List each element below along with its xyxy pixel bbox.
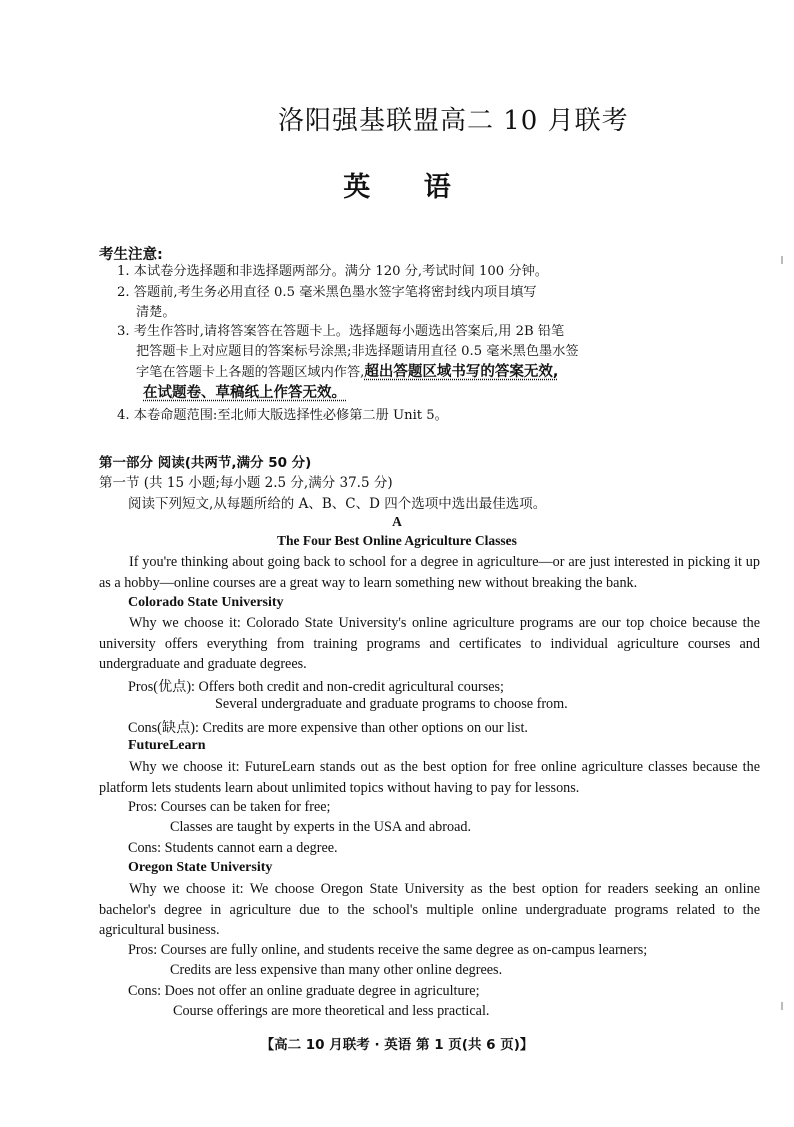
notice-warning-2: 在试题卷、草稿纸上作答无效。 xyxy=(143,385,346,401)
osu-cons-1: Cons: Does not offer an online graduate degree in agriculture; xyxy=(128,983,480,999)
osu-pros-1: Pros: Courses are fully online, and students receive the same degree as on-campus learners; xyxy=(128,942,648,958)
passage-title: The Four Best Online Agriculture Classes xyxy=(277,533,517,548)
futurelearn-pros-1: Pros: Courses can be taken for free; xyxy=(128,799,331,815)
part-heading: 第一部分 阅读(共两节,满分 50 分) xyxy=(99,455,312,471)
csu-heading: Colorado State University xyxy=(128,595,284,610)
osu-pros-2: Credits are less expensive than many other online degrees. xyxy=(170,962,503,978)
notice-item-2: 2. 答题前,考生务必用直径 0.5 毫米黑色墨水签字笔将密封线内项目填写 xyxy=(117,285,537,300)
section-instruction: 阅读下列短文,从每题所给的 A、B、C、D 四个选项中选出最佳选项。 xyxy=(128,496,547,512)
page-footer: 【高二 10 月联考 · 英语 第 1 页(共 6 页)】 xyxy=(260,1037,534,1053)
futurelearn-why: Why we choose it: FutureLearn stands out as the best option for free online agriculture classes because the platform lets students learn about unlimited topics without having to pay for lessons. xyxy=(99,759,760,796)
osu-why: Why we choose it: We choose Oregon State University as the best option for readers seeking an online bachelor's degree in agriculture due to the school's multiple online undergraduate programs related to the agricultural business. xyxy=(99,881,760,938)
section-heading: 第一节 (共 15 小题;每小题 2.5 分,满分 37.5 分) xyxy=(99,475,393,491)
futurelearn-cons-1: Cons: Students cannot earn a degree. xyxy=(128,840,338,856)
passage-letter: A xyxy=(392,514,402,529)
notice-item-2-cont: 清楚。 xyxy=(136,305,176,320)
notice-item-3-cont-a: 把答题卡上对应题目的答案标号涂黑;非选择题请用直径 0.5 毫米黑色墨水签 xyxy=(136,344,579,359)
notice-item-3-cont-b xyxy=(136,362,558,383)
notice-item-3-cont-c xyxy=(143,383,346,404)
futurelearn-pros-2: Classes are taught by experts in the USA and abroad. xyxy=(170,819,472,835)
notice-item-3-text: 字笔在答题卡上各题的答题区域内作答, xyxy=(136,365,365,380)
csu-why: Why we choose it: Colorado State University's online agriculture programs are our top choice because the university offers everything from training programs and certificates to individual agriculture courses and undergraduate and graduate degrees. xyxy=(99,615,760,672)
notice-item-4: 4. 本卷命题范围:至北师大版选择性必修第二册 Unit 5。 xyxy=(117,408,448,423)
notice-warning-1: 超出答题区域书写的答案无效, xyxy=(364,364,559,380)
futurelearn-heading: FutureLearn xyxy=(128,738,206,753)
passage-intro: If you're thinking about going back to school for a degree in agriculture—or are just interested in picking it up as a hobby—online courses are a great way to learn something new without breaking the bank. xyxy=(99,554,760,591)
notice-item-1: 1. 本试卷分选择题和非选择题两部分。满分 120 分,考试时间 100 分钟。 xyxy=(117,264,548,279)
csu-pros-2: Several undergraduate and graduate programs to choose from. xyxy=(215,696,568,712)
osu-heading: Oregon State University xyxy=(128,860,273,875)
subject-title: 英 语 xyxy=(343,172,451,203)
notice-item-3: 3. 考生作答时,请将答案答在答题卡上。选择题每小题选出答案后,用 2B 铅笔 xyxy=(117,324,565,339)
binding-mark xyxy=(781,1002,783,1010)
notice-heading: 考生注意: xyxy=(99,247,163,263)
csu-cons-1: Cons(缺点): Credits are more expensive than other options on our list. xyxy=(128,720,528,736)
exam-title: 洛阳强基联盟高二 10 月联考 xyxy=(278,106,629,136)
csu-pros-1: Pros(优点): Offers both credit and non-credit agricultural courses; xyxy=(128,679,504,695)
binding-mark xyxy=(781,256,783,264)
osu-cons-2: Course offerings are more theoretical and less practical. xyxy=(173,1003,490,1019)
